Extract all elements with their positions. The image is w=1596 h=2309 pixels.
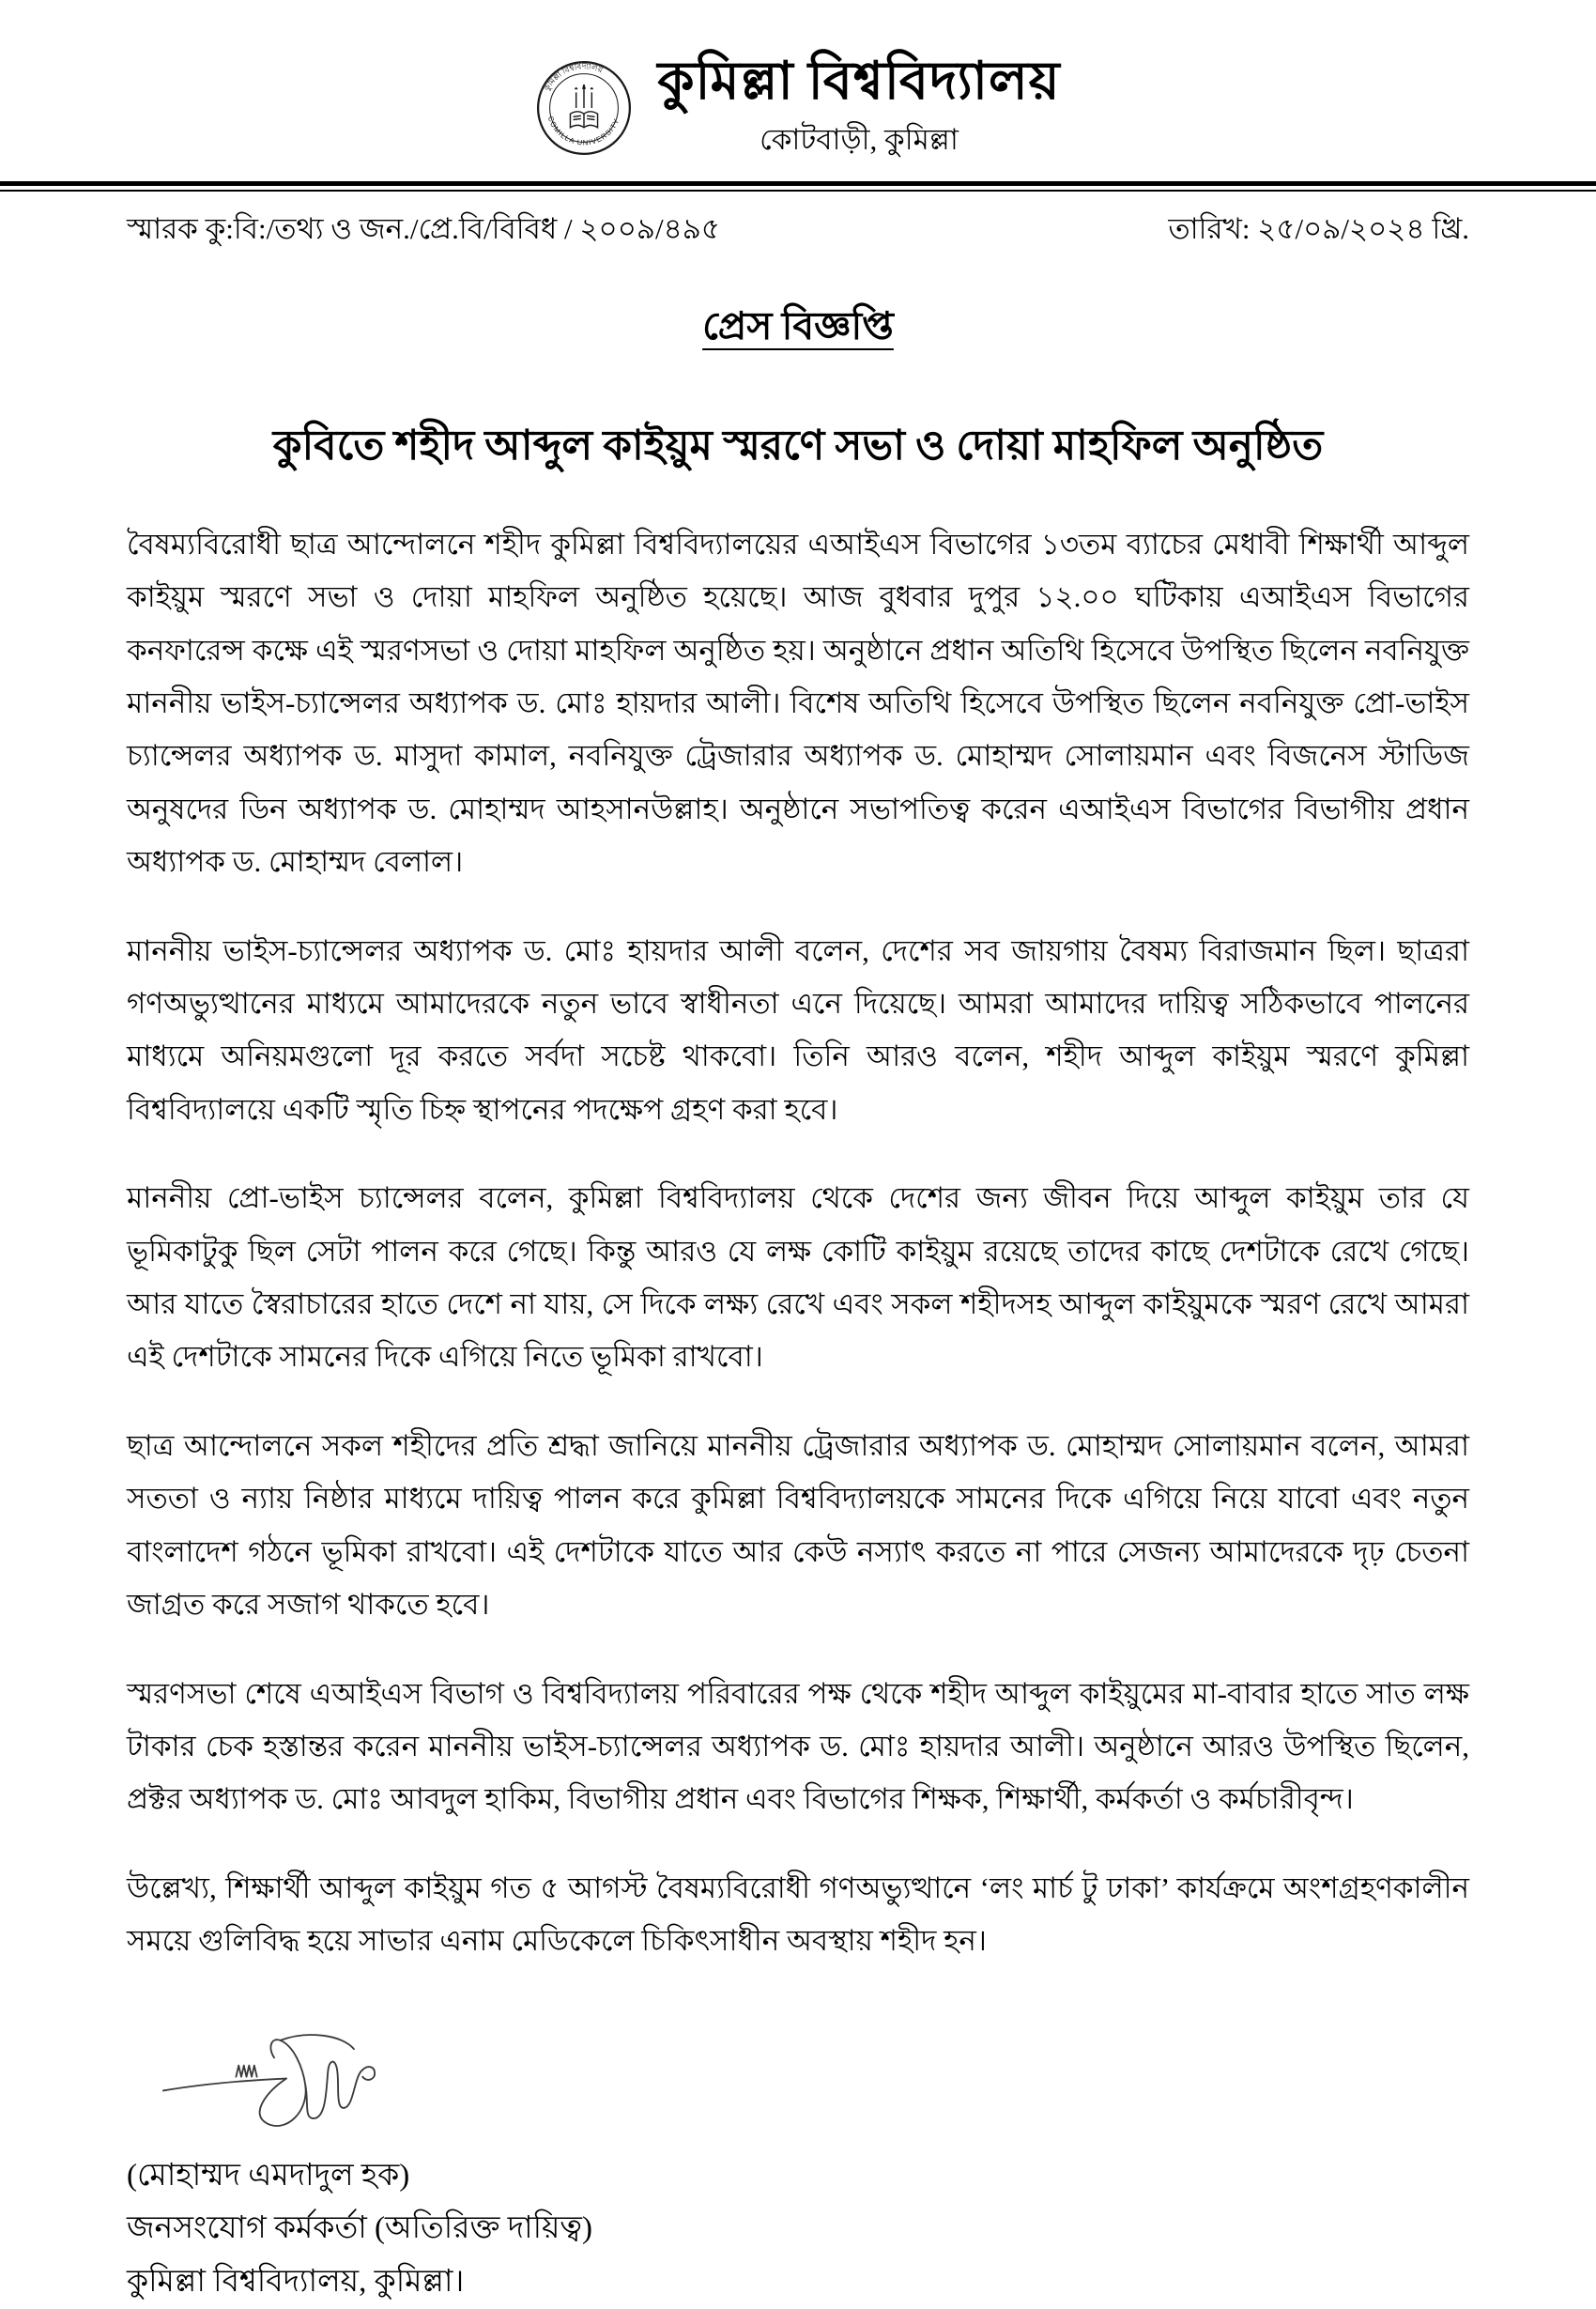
press-release-body [0,192,1596,2309]
headline: কুবিতে শহীদ আব্দুল কাইয়ুম স্মরণে সভা ও দোয়া মাহফিল অনুষ্ঠিত [272,422,1324,469]
paragraph-5: স্মরণসভা শেষে এআইএস বিভাগ ও বিশ্ববিদ্যালয় পরিবারের পক্ষ থেকে শহীদ আব্দুল কাইয়ুমের মা-বাবার হাতে সাত লক্ষ টাকার চেক হস্তান্তর করেন মাননীয় ভাইস-চ্যান্সেলর অধ্যাপক ড. মোঃ হায়দার আলী। অনুষ্ঠানে আরও উপস্থিত ছিলেন, প্রক্টর অধ্যাপক ড. মোঃ আবদুল হাকিম, বিভাগীয় প্রধান এবং বিভাগের শিক্ষক, শিক্ষার্থী, কর্মকর্তা ও কর্মচারীবৃন্দ। [127,1676,1469,1816]
memo-row [127,207,1469,255]
svg-text:COMILLA UNIVERSITY: COMILLA UNIVERSITY [546,115,622,147]
header-divider [0,181,1596,192]
article-text [127,518,1469,1968]
letterhead [0,0,1596,166]
signatory-organization: কুমিল্লা বিশ্ববিদ্যালয়, কুমিল্লা। [127,2265,465,2300]
memo-date: তারিখ: ২৫/০৯/২০২৪ খ্রি. [1168,211,1469,245]
handwritten-signature-icon [155,2028,1469,2146]
paragraph-3: মাননীয় প্রো-ভাইস চ্যান্সেলর বলেন, কুমিল্লা বিশ্ববিদ্যালয় থেকে দেশের জন্য জীবন দিয়ে আব্দুল কাইয়ুম তার যে ভূমিকাটুকু ছিল সেটা পালন করে গেছে। কিন্তু আরও যে লক্ষ কোটি কাইয়ুম রয়েছে তাদের কাছে দেশটাকে রেখে গেছে। আর যাতে স্বৈরাচারের হাতে দেশে না যায়, সে দিকে লক্ষ্য রেখে এবং সকল শহীদসহ আব্দুল কাইয়ুমকে স্মরণ রেখে আমরা এই দেশটাকে সামনের দিকে এগিয়ে নিতে ভূমিকা রাখবো। [127,1181,1469,1374]
memo-number: স্মারক কু:বি:/তথ্য ও জন./প্রে.বি/বিবিধ / ২০০৯/৪৯৫ [127,211,720,245]
university-seal-icon [535,59,633,162]
signature-block [127,2028,1469,2309]
university-address: কোটবাড়ী, কুমিল্লা [760,122,959,156]
paragraph-1: বৈষম্যবিরোধী ছাত্র আন্দোলনে শহীদ কুমিল্লা বিশ্ববিদ্যালয়ের এআইএস বিভাগের ১৩তম ব্যাচের মেধাবী শিক্ষার্থী আব্দুল কাইয়ুম স্মরণে সভা ও দোয়া মাহফিল অনুষ্ঠিত হয়েছে। আজ বুধবার দুপুর ১২.০০ ঘটিকায় এআইএস বিভাগের কনফারেন্স কক্ষে এই স্মরণসভা ও দোয়া মাহফিল অনুষ্ঠিত হয়। অনুষ্ঠানে প্রধান অতিথি হিসেবে উপস্থিত ছিলেন নবনিযুক্ত মাননীয় ভাইস-চ্যান্সেলর অধ্যাপক ড. মোঃ হায়দার আলী। বিশেষ অতিথি হিসেবে উপস্থিত ছিলেন নবনিযুক্ত প্রো-ভাইস চ্যান্সেলর অধ্যাপক ড. মাসুদা কামাল, নবনিযুক্ত ট্রেজারার অধ্যাপক ড. মোহাম্মদ সোলায়মান এবং বিজনেস স্টাডিজ অনুষদের ডিন অধ্যাপক ড. মোহাম্মদ আহসানউল্লাহ। অনুষ্ঠানে সভাপতিত্ব করেন এআইএস বিভাগের বিভাগীয় প্রধান অধ্যাপক ড. মোহাম্মদ বেলাল। [127,527,1469,879]
signatory-title: জনসংযোগ কর্মকর্তা (অতিরিক্ত দায়িত্ব) [127,2211,592,2246]
university-name: কুমিল্লা বিশ্ববিদ্যালয় [657,53,1061,111]
paragraph-2: মাননীয় ভাইস-চ্যান্সেলর অধ্যাপক ড. মোঃ হায়দার আলী বলেন, দেশের সব জায়গায় বৈষম্য বিরাজমান ছিল। ছাত্ররা গণঅভ্যুত্থানের মাধ্যমে আমাদেরকে নতুন ভাবে স্বাধীনতা এনে দিয়েছে। আমরা আমাদের দায়িত্ব সঠিকভাবে পালনের মাধ্যমে অনিয়মগুলো দূর করতে সর্বদা সচেষ্ট থাকবো। তিনি আরও বলেন, শহীদ আব্দুল কাইয়ুম স্মরণে কুমিল্লা বিশ্ববিদ্যালয়ে একটি স্মৃতি চিহ্ন স্থাপনের পদক্ষেপ গ্রহণ করা হবে। [127,933,1469,1126]
paragraph-6: উল্লেখ্য, শিক্ষার্থী আব্দুল কাইয়ুম গত ৫ আগস্ট বৈষম্যবিরোধী গণঅভ্যুত্থানে ‘লং মার্চ টু ঢাকা’ কার্যক্রমে অংশগ্রহণকালীন সময়ে গুলিবিদ্ধ হয়ে সাভার এনাম মেডিকেলে চিকিৎসাধীন অবস্থায় শহীদ হন। [127,1870,1469,1958]
document-type-title: প্রেস বিজ্ঞপ্তি [702,303,894,347]
paragraph-4: ছাত্র আন্দোলনে সকল শহীদের প্রতি শ্রদ্ধা জানিয়ে মাননীয় ট্রেজারার অধ্যাপক ড. মোহাম্মদ সোলায়মান বলেন, আমরা সততা ও ন্যায় নিষ্ঠার মাধ্যমে দায়িত্ব পালন করে কুমিল্লা বিশ্ববিদ্যালয়কে সামনের দিকে এগিয়ে নিয়ে যাবো এবং নতুন বাংলাদেশ গঠনে ভূমিকা রাখবো। এই দেশটাকে যাতে আর কেউ নস্যাৎ করতে না পারে সেজন্য আমাদেরকে দৃঢ় চেতনা জাগ্রত করে সজাগ থাকতে হবে। [127,1428,1469,1622]
signatory-name: (মোহাম্মদ এমদাদুল হক) [127,2158,410,2193]
svg-text:কুমিল্লা বিশ্ববিদ্যালয়: কুমিল্লা বিশ্ববিদ্যালয় [542,61,606,93]
